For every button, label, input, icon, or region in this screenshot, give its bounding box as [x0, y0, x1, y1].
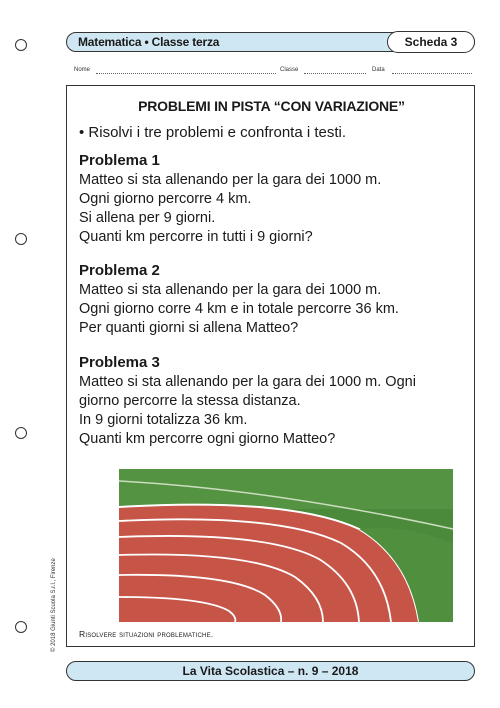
- running-track-photo: [119, 469, 453, 622]
- problem-3-line: Matteo si sta allenando per la gara dei 1000 m. Ogni: [79, 374, 416, 390]
- copyright-notice: © 2018 Giunti Scuola S.r.l., Firenze: [51, 558, 57, 652]
- problem-2-line: Matteo si sta allenando per la gara dei 1000 m.: [79, 282, 382, 298]
- binder-hole: [15, 233, 27, 245]
- student-fields: [74, 67, 474, 77]
- name-label: Nome: [74, 67, 91, 73]
- class-label: Classe: [280, 67, 299, 73]
- problem-2-line: Ogni giorno corre 4 km e in totale percorre 36 km.: [79, 301, 399, 317]
- date-field[interactable]: [392, 73, 472, 74]
- binder-hole: [15, 621, 27, 633]
- date-label: Data: [372, 67, 385, 73]
- name-field[interactable]: [96, 73, 276, 74]
- sheet-number: Scheda 3: [387, 31, 475, 53]
- problem-1-line: Quanti km percorre in tutti i 9 giorni?: [79, 229, 313, 245]
- binder-hole: [15, 39, 27, 51]
- learning-objective: Risolvere situazioni problematiche.: [79, 629, 214, 639]
- problem-1-line: Matteo si sta allenando per la gara dei 1000 m.: [79, 172, 382, 188]
- footer-bar: La Vita Scolastica – n. 9 – 2018: [66, 661, 475, 681]
- binder-hole: [15, 427, 27, 439]
- problem-3-line: In 9 giorni totalizza 36 km.: [79, 412, 248, 428]
- problem-1-line: Ogni giorno percorre 4 km.: [79, 191, 252, 207]
- subject-label: Matematica • Classe terza: [78, 35, 220, 49]
- problem-3-line: giorno percorre la stessa distanza.: [79, 393, 301, 409]
- problem-2-line: Per quanti giorni si allena Matteo?: [79, 320, 299, 336]
- problem-3-title: Problema 3: [79, 354, 160, 371]
- problem-1-title: Problema 1: [79, 152, 160, 169]
- problem-3-line: Quanti km percorre ogni giorno Matteo?: [79, 431, 336, 447]
- instruction-text: • Risolvi i tre problemi e confronta i testi.: [79, 124, 347, 141]
- class-field[interactable]: [304, 73, 366, 74]
- problem-1-line: Si allena per 9 giorni.: [79, 210, 216, 226]
- problem-2-title: Problema 2: [79, 262, 160, 279]
- worksheet-title: PROBLEMI IN PISTA “CON VARIAZIONE”: [138, 98, 405, 114]
- worksheet-card: [66, 85, 475, 647]
